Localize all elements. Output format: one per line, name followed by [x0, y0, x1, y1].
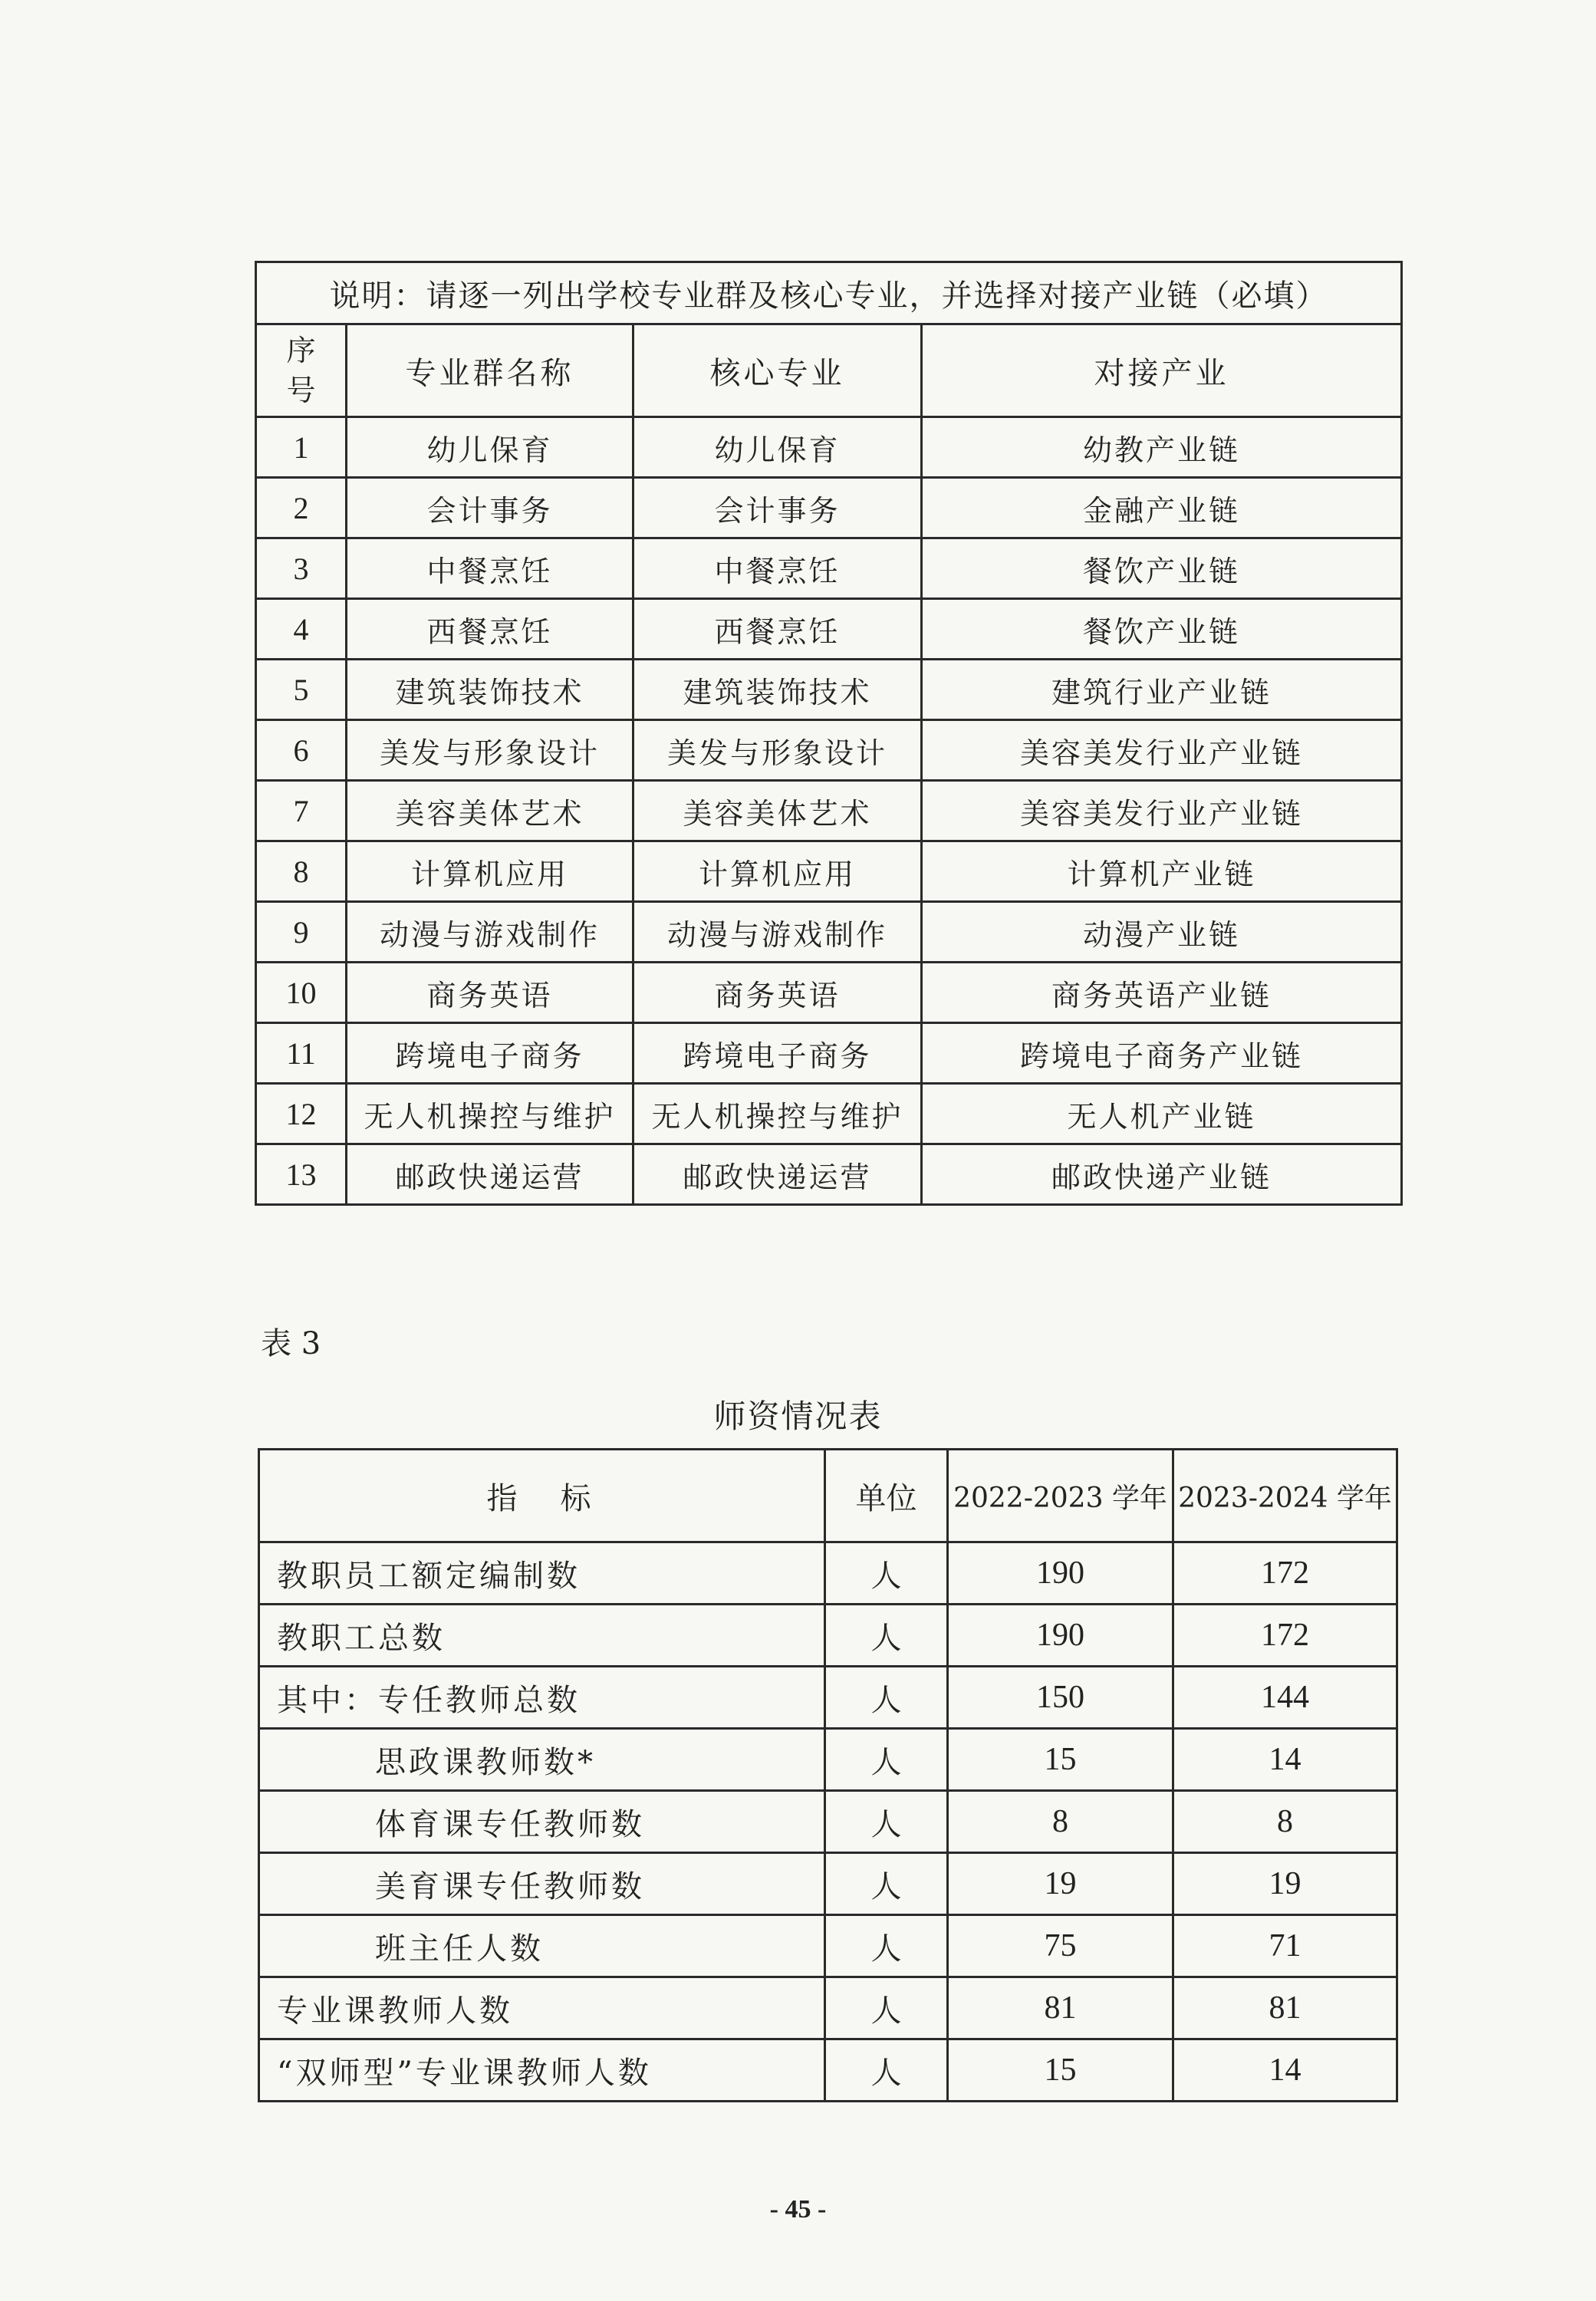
cell-group-name: 美容美体艺术 — [347, 781, 633, 841]
cell-core-major: 会计事务 — [633, 478, 922, 538]
cell-group-name: 建筑装饰技术 — [347, 660, 633, 720]
cell-core-major: 建筑装饰技术 — [633, 660, 922, 720]
table-row — [259, 1915, 1397, 1977]
cell-seq: 13 — [256, 1144, 347, 1205]
cell-indicator: 美育课专任教师数 — [259, 1853, 825, 1915]
cell-industry: 跨境电子商务产业链 — [922, 1023, 1402, 1084]
cell-industry: 邮政快递产业链 — [922, 1144, 1402, 1205]
cell-group-name: 动漫与游戏制作 — [347, 902, 633, 963]
cell-indicator: 教职工总数 — [259, 1605, 825, 1667]
cell-seq: 2 — [256, 478, 347, 538]
cell-industry: 计算机产业链 — [922, 841, 1402, 902]
cell-unit: 人 — [825, 1605, 948, 1667]
staffing-table — [258, 1448, 1398, 2102]
cell-seq: 10 — [256, 963, 347, 1023]
cell-unit: 人 — [825, 1542, 948, 1605]
cell-industry: 动漫产业链 — [922, 902, 1402, 963]
cell-seq: 12 — [256, 1084, 347, 1144]
header-unit: 单位 — [825, 1450, 948, 1542]
cell-seq: 3 — [256, 538, 347, 599]
table-note: 说明：请逐一列出学校专业群及核心专业，并选择对接产业链（必填） — [256, 262, 1402, 324]
table-row — [256, 720, 1402, 781]
cell-core-major: 中餐烹饪 — [633, 538, 922, 599]
cell-indicator: “双师型”专业课教师人数 — [259, 2039, 825, 2102]
cell-value-2023-2024: 14 — [1173, 1729, 1397, 1791]
table-row — [256, 538, 1402, 599]
cell-group-name: 中餐烹饪 — [347, 538, 633, 599]
cell-group-name: 美发与形象设计 — [347, 720, 633, 781]
cell-industry: 幼教产业链 — [922, 417, 1402, 478]
page-number: - 45 - — [769, 2195, 827, 2224]
cell-industry: 餐饮产业链 — [922, 599, 1402, 660]
table-row — [256, 478, 1402, 538]
cell-unit: 人 — [825, 1791, 948, 1853]
cell-group-name: 西餐烹饪 — [347, 599, 633, 660]
cell-core-major: 西餐烹饪 — [633, 599, 922, 660]
header-year-2022-2023: 2022-2023 学年 — [948, 1450, 1173, 1542]
table-row — [256, 781, 1402, 841]
cell-unit: 人 — [825, 1667, 948, 1729]
table-row — [259, 1667, 1397, 1729]
cell-industry: 美容美发行业产业链 — [922, 781, 1402, 841]
cell-seq: 4 — [256, 599, 347, 660]
cell-seq: 5 — [256, 660, 347, 720]
table-row — [259, 1542, 1397, 1605]
cell-group-name: 幼儿保育 — [347, 417, 633, 478]
header-year-2023-2024: 2023-2024 学年 — [1173, 1450, 1397, 1542]
cell-core-major: 动漫与游戏制作 — [633, 902, 922, 963]
cell-value-2023-2024: 81 — [1173, 1977, 1397, 2039]
cell-indicator: 体育课专任教师数 — [259, 1791, 825, 1853]
cell-industry: 无人机产业链 — [922, 1084, 1402, 1144]
cell-seq: 7 — [256, 781, 347, 841]
header-group-name: 专业群名称 — [347, 324, 633, 417]
cell-value-2022-2023: 15 — [948, 2039, 1173, 2102]
cell-value-2023-2024: 14 — [1173, 2039, 1397, 2102]
cell-industry: 美容美发行业产业链 — [922, 720, 1402, 781]
table-row — [259, 2039, 1397, 2102]
cell-group-name: 商务英语 — [347, 963, 633, 1023]
table-3-title: 师资情况表 — [713, 1397, 883, 1435]
cell-value-2022-2023: 75 — [948, 1915, 1173, 1977]
table-row — [256, 1144, 1402, 1205]
cell-value-2022-2023: 190 — [948, 1605, 1173, 1667]
cell-value-2022-2023: 15 — [948, 1729, 1173, 1791]
header-industry: 对接产业 — [922, 324, 1402, 417]
cell-seq: 8 — [256, 841, 347, 902]
header-core-major: 核心专业 — [633, 324, 922, 417]
cell-core-major: 计算机应用 — [633, 841, 922, 902]
cell-indicator: 专业课教师人数 — [259, 1977, 825, 2039]
cell-group-name: 计算机应用 — [347, 841, 633, 902]
cell-group-name: 邮政快递运营 — [347, 1144, 633, 1205]
table-row — [256, 599, 1402, 660]
cell-core-major: 无人机操控与维护 — [633, 1084, 922, 1144]
cell-value-2022-2023: 8 — [948, 1791, 1173, 1853]
cell-core-major: 幼儿保育 — [633, 417, 922, 478]
cell-value-2022-2023: 190 — [948, 1542, 1173, 1605]
table-row — [259, 1853, 1397, 1915]
specialty-groups-table — [255, 261, 1403, 1206]
table-row — [259, 1605, 1397, 1667]
cell-core-major: 美发与形象设计 — [633, 720, 922, 781]
cell-indicator: 思政课教师数* — [259, 1729, 825, 1791]
cell-industry: 商务英语产业链 — [922, 963, 1402, 1023]
table-row — [256, 902, 1402, 963]
cell-value-2023-2024: 172 — [1173, 1542, 1397, 1605]
cell-seq: 11 — [256, 1023, 347, 1084]
cell-value-2022-2023: 150 — [948, 1667, 1173, 1729]
header-indicator: 指 标 — [259, 1450, 825, 1542]
table-row — [259, 1729, 1397, 1791]
cell-core-major: 美容美体艺术 — [633, 781, 922, 841]
table-row — [256, 417, 1402, 478]
cell-unit: 人 — [825, 1853, 948, 1915]
table-row — [259, 1977, 1397, 2039]
cell-value-2023-2024: 71 — [1173, 1915, 1397, 1977]
cell-industry: 建筑行业产业链 — [922, 660, 1402, 720]
cell-value-2022-2023: 81 — [948, 1977, 1173, 2039]
cell-core-major: 商务英语 — [633, 963, 922, 1023]
cell-indicator: 其中：专任教师总数 — [259, 1667, 825, 1729]
cell-value-2023-2024: 19 — [1173, 1853, 1397, 1915]
cell-industry: 金融产业链 — [922, 478, 1402, 538]
cell-value-2023-2024: 144 — [1173, 1667, 1397, 1729]
cell-industry: 餐饮产业链 — [922, 538, 1402, 599]
table-row — [256, 841, 1402, 902]
cell-unit: 人 — [825, 2039, 948, 2102]
cell-unit: 人 — [825, 1729, 948, 1791]
cell-indicator: 教职员工额定编制数 — [259, 1542, 825, 1605]
cell-value-2022-2023: 19 — [948, 1853, 1173, 1915]
table-row — [256, 660, 1402, 720]
table-3-label: 表 3 — [261, 1326, 321, 1361]
cell-value-2023-2024: 172 — [1173, 1605, 1397, 1667]
table-row — [256, 1084, 1402, 1144]
cell-core-major: 邮政快递运营 — [633, 1144, 922, 1205]
cell-unit: 人 — [825, 1915, 948, 1977]
cell-group-name: 会计事务 — [347, 478, 633, 538]
cell-core-major: 跨境电子商务 — [633, 1023, 922, 1084]
cell-unit: 人 — [825, 1977, 948, 2039]
header-seq: 序号 — [256, 324, 347, 417]
cell-seq: 1 — [256, 417, 347, 478]
cell-indicator: 班主任人数 — [259, 1915, 825, 1977]
table-row — [259, 1791, 1397, 1853]
cell-group-name: 跨境电子商务 — [347, 1023, 633, 1084]
table-row — [256, 963, 1402, 1023]
cell-seq: 6 — [256, 720, 347, 781]
cell-value-2023-2024: 8 — [1173, 1791, 1397, 1853]
cell-group-name: 无人机操控与维护 — [347, 1084, 633, 1144]
table-row — [256, 1023, 1402, 1084]
cell-seq: 9 — [256, 902, 347, 963]
